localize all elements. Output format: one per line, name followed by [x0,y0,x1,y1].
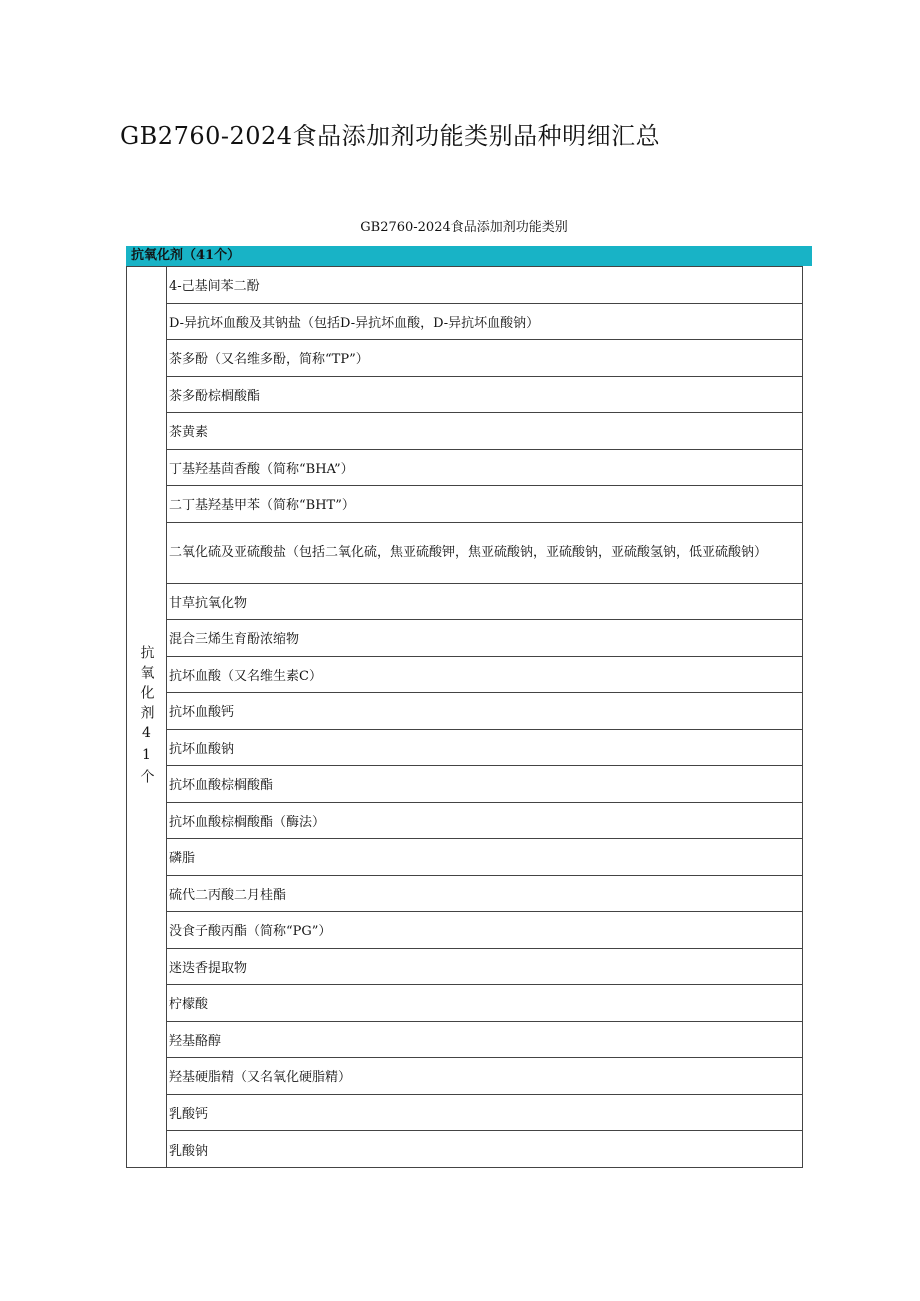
table-row: 茶黄素 [167,413,802,450]
table-row: 抗坏血酸（又名维生素C） [167,657,802,694]
table-row: 磷脂 [167,839,802,876]
table-row: 柠檬酸 [167,985,802,1022]
table-row: 羟基硬脂精（又名氧化硬脂精） [167,1058,802,1095]
table-row: 抗坏血酸棕榈酸酯 [167,766,802,803]
table-row: 抗坏血酸棕榈酸酯（酶法） [167,803,802,840]
category-header: 抗氧化剂（41个） [126,246,812,266]
table-row: 硫代二丙酸二月桂酯 [167,876,802,913]
table-row: 茶多酚棕榈酸酯 [167,377,802,414]
table-row: 茶多酚（又名维多酚，简称“TP”） [167,340,802,377]
table-row: 羟基酪醇 [167,1022,802,1059]
table-row: 甘草抗氧化物 [167,584,802,621]
table-row: 二丁基羟基甲苯（简称“BHT”） [167,486,802,523]
table-row: 丁基羟基茴香酸（简称“BHA”） [167,450,802,487]
additive-table [126,266,803,1168]
table-row: D-异抗坏血酸及其钠盐（包括D-异抗坏血酸，D-异抗坏血酸钠） [167,304,802,341]
table-row: 抗坏血酸钙 [167,693,802,730]
table-row: 二氧化硫及亚硫酸盐（包括二氧化硫，焦亚硫酸钾，焦亚硫酸钠，亚硫酸钠，亚硫酸氢钠，低亚硫酸钠） [167,523,802,584]
table-row: 抗坏血酸钠 [167,730,802,767]
table-row: 没食子酸丙酯（简称“PG”） [167,912,802,949]
table-row: 乳酸钠 [169,1143,209,1159]
table-row: 4-己基间苯二酚 [167,267,802,304]
additive-rows [167,267,802,1168]
category-side-label: 抗氧化剂41个 [138,645,155,789]
table-row: 迷迭香提取物 [167,949,802,986]
table-row: 混合三烯生育酚浓缩物 [167,620,802,657]
table-row: 乳酸钙 [167,1095,802,1132]
category-side-cell [127,267,167,1167]
table-caption: GB2760-2024食品添加剂功能类别 [360,220,568,235]
document-title: GB2760-2024食品添加剂功能类别品种明细汇总 [120,122,661,150]
